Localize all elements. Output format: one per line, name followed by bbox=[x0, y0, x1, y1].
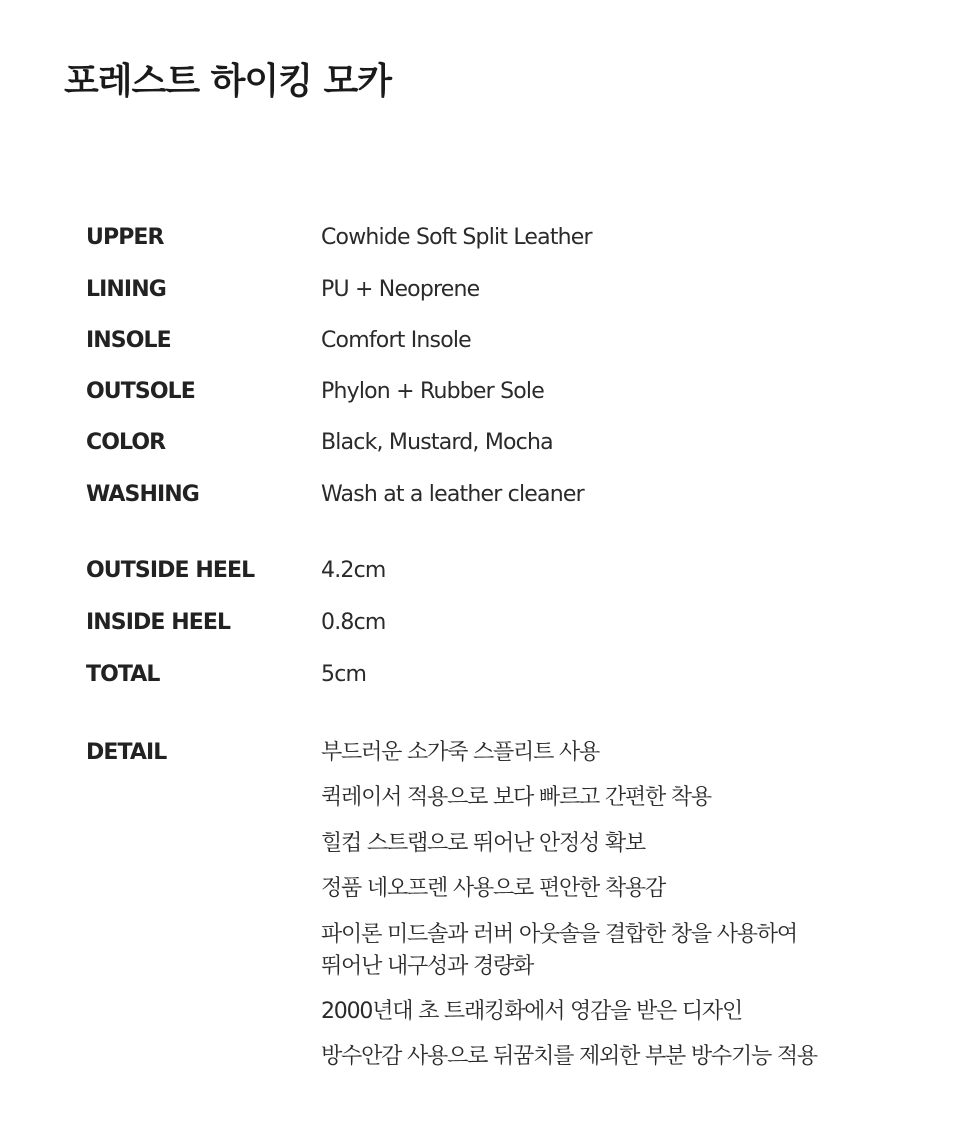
spec-value: Black, Mustard, Mocha bbox=[321, 430, 553, 455]
spec-value: 4.2cm bbox=[321, 558, 386, 583]
spec-label: INSIDE HEEL bbox=[86, 610, 231, 635]
spec-value: Wash at a leather cleaner bbox=[321, 482, 584, 507]
spec-row-lining bbox=[86, 270, 906, 310]
spec-row-total bbox=[86, 655, 906, 695]
spec-value: 0.8cm bbox=[321, 610, 386, 635]
spec-label: OUTSOLE bbox=[86, 379, 195, 404]
detail-item: 파이론 미드솔과 러버 아웃솔을 결합한 창을 사용하여 뛰어난 내구성과 경량화 bbox=[321, 922, 797, 979]
spec-value: Phylon + Rubber Sole bbox=[321, 379, 544, 404]
spec-row-upper bbox=[86, 218, 906, 258]
spec-value: Comfort Insole bbox=[321, 328, 471, 353]
spec-row-color bbox=[86, 423, 906, 463]
detail-item: 방수안감 사용으로 뒤꿈치를 제외한 부분 방수기능 적용 bbox=[321, 1044, 817, 1069]
detail-label: DETAIL bbox=[86, 740, 167, 765]
detail-item: 정품 네오프렌 사용으로 편안한 착용감 bbox=[321, 876, 666, 901]
spec-label: LINING bbox=[86, 277, 166, 302]
spec-row-inside-heel bbox=[86, 603, 906, 643]
spec-row-outside-heel bbox=[86, 551, 906, 591]
spec-label: INSOLE bbox=[86, 328, 171, 353]
spec-label: TOTAL bbox=[86, 662, 160, 687]
spec-row-insole bbox=[86, 321, 906, 361]
detail-item: 부드러운 소가죽 스플리트 사용 bbox=[321, 740, 600, 765]
spec-value: PU + Neoprene bbox=[321, 277, 480, 302]
spec-label: WASHING bbox=[86, 482, 199, 507]
detail-item: 퀵레이서 적용으로 보다 빠르고 간편한 착용 bbox=[321, 785, 711, 810]
detail-item: 2000년대 초 트래킹화에서 영감을 받은 디자인 bbox=[321, 999, 743, 1024]
spec-row-outsole bbox=[86, 372, 906, 412]
detail-item: 힐컵 스트랩으로 뛰어난 안정성 확보 bbox=[321, 831, 645, 856]
spec-value: Cowhide Soft Split Leather bbox=[321, 225, 592, 250]
spec-value: 5cm bbox=[321, 662, 367, 687]
spec-label: UPPER bbox=[86, 225, 164, 250]
spec-label: OUTSIDE HEEL bbox=[86, 558, 255, 583]
page-title: 포레스트 하이킹 모카 bbox=[64, 61, 392, 102]
spec-label: COLOR bbox=[86, 430, 166, 455]
spec-row-washing bbox=[86, 475, 906, 515]
